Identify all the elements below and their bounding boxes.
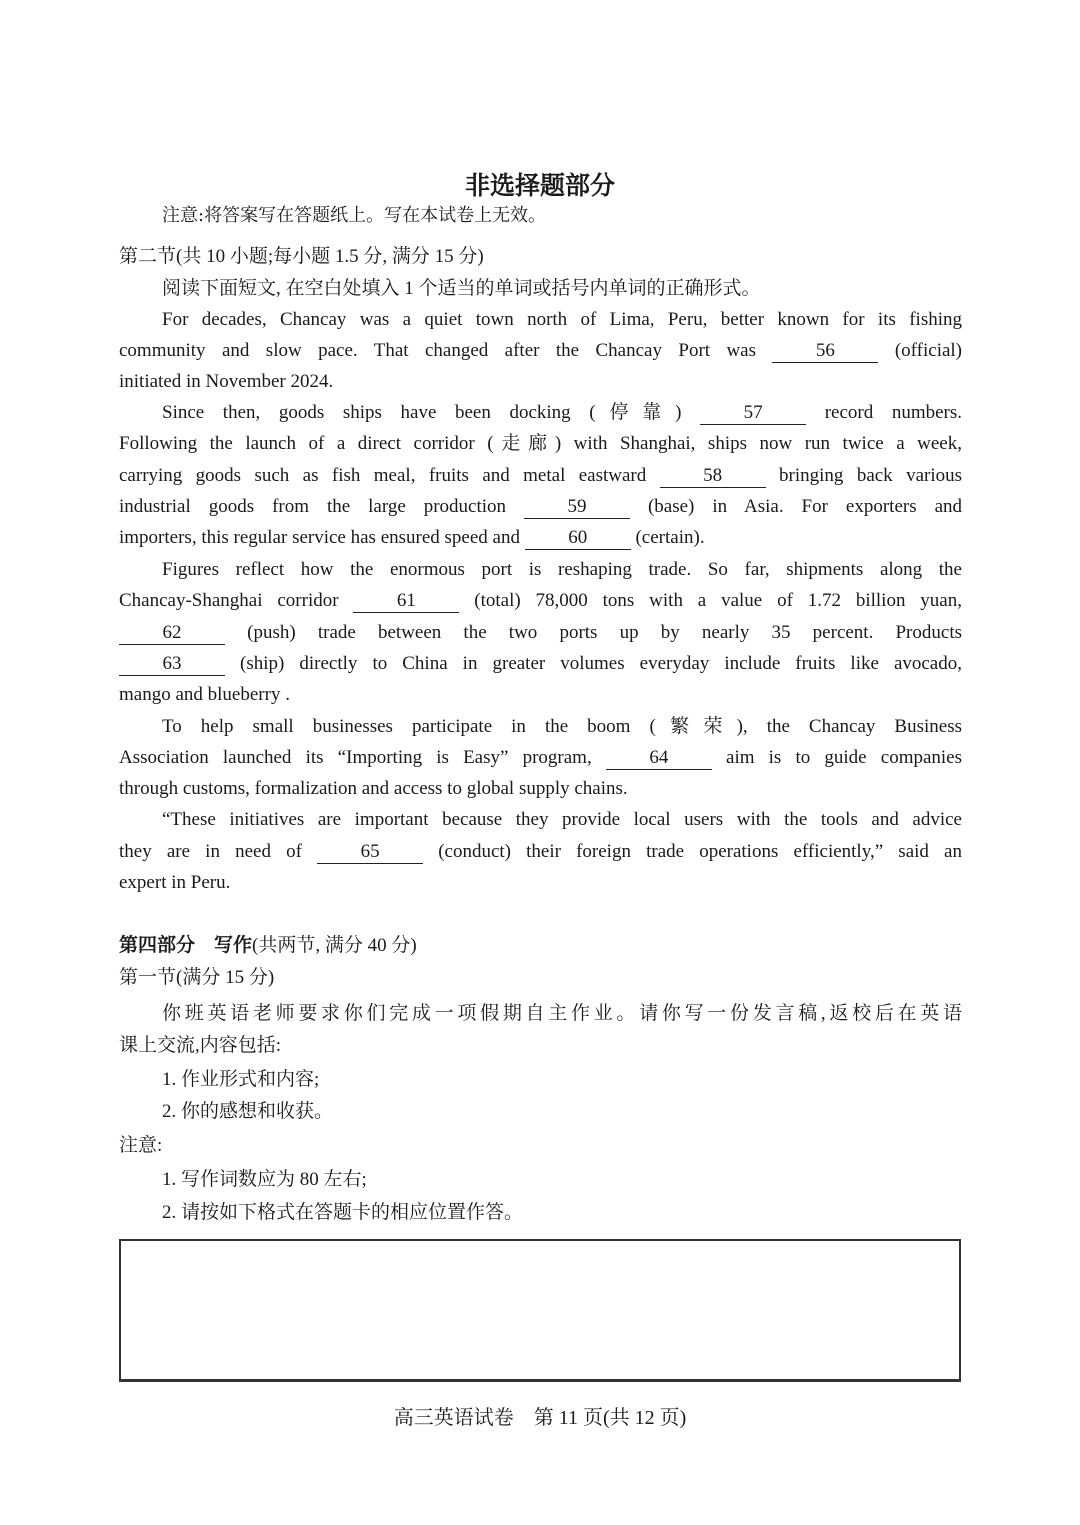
passage-text: (base) in Asia. For exporters and bbox=[647, 496, 962, 517]
part4-subheading: 第一节(满分 15 分) bbox=[119, 967, 275, 988]
passage-text: Chancay-Shanghai corridor bbox=[119, 590, 354, 611]
task-point-2: 2. 你的感想和收获。 bbox=[162, 1101, 334, 1122]
passage-text: community and slow pace. That changed after the Chancay Port was bbox=[119, 340, 773, 361]
passage-line bbox=[119, 775, 962, 803]
answer-blank: 61 bbox=[353, 590, 459, 613]
answer-blank: 58 bbox=[660, 465, 766, 488]
passage-line bbox=[119, 430, 962, 458]
section2-instruction: 阅读下面短文, 在空白处填入 1 个适当的单词或括号内单词的正确形式。 bbox=[162, 278, 761, 299]
page-title: 非选择题部分 bbox=[464, 173, 615, 200]
passage-line bbox=[119, 869, 962, 897]
passage-line bbox=[119, 744, 962, 772]
passage-line bbox=[162, 556, 962, 584]
answer-blank: 65 bbox=[317, 841, 423, 864]
passage-text: (ship) directly to China in greater volumes everyday include fruits like avocado, bbox=[240, 653, 962, 674]
part4-heading bbox=[119, 932, 962, 960]
passage-line bbox=[162, 806, 962, 834]
note-1: 1. 写作词数应为 80 左右; bbox=[162, 1169, 367, 1190]
passage-text: Following the launch of a direct corridor (走廊) with Shanghai, ships now run twice a week, bbox=[119, 433, 962, 454]
passage-line bbox=[119, 650, 962, 678]
task-point-1: 1. 作业形式和内容; bbox=[162, 1069, 320, 1090]
passage-text: initiated in November 2024. bbox=[119, 371, 334, 392]
passage-text: through customs, formalization and access to global supply chains. bbox=[119, 778, 628, 799]
passage-text: (certain). bbox=[635, 527, 705, 548]
answer-blank: 63 bbox=[119, 653, 225, 676]
passage-text: Since then, goods ships have been docking (停靠) bbox=[162, 402, 701, 423]
task-line-1: 你班英语老师要求你们完成一项假期自主作业。请你写一份发言稿,返校后在英语 bbox=[162, 1003, 962, 1024]
passage-line bbox=[119, 337, 962, 365]
passage-line bbox=[119, 462, 962, 490]
passage-text: (official) bbox=[894, 340, 962, 361]
note-2: 2. 请按如下格式在答题卡的相应位置作答。 bbox=[162, 1202, 524, 1223]
passage-text: mango and blueberry . bbox=[119, 684, 290, 705]
answer-format-box bbox=[119, 1239, 961, 1382]
passage-line bbox=[119, 681, 962, 709]
notice-label: 注意: bbox=[119, 1135, 163, 1156]
part4-heading-bold: 第四部分 写作 bbox=[119, 935, 253, 956]
passage-text: importers, this regular service has ensured speed and bbox=[119, 527, 525, 548]
task-line-2: 课上交流,内容包括: bbox=[119, 1035, 282, 1056]
passage-text: Association launched its “Importing is Easy” program, bbox=[119, 747, 606, 768]
answer-blank: 60 bbox=[525, 527, 631, 550]
passage-text: “These initiatives are important because they provide local users with the tools and advice bbox=[162, 809, 962, 830]
passage-text: To help small businesses participate in the boom (繁荣), the Chancay Business bbox=[162, 716, 962, 737]
passage-line bbox=[119, 587, 962, 615]
passage-text: they are in need of bbox=[119, 841, 318, 862]
page-footer: 高三英语试卷 第 11 页(共 12 页) bbox=[393, 1407, 687, 1429]
answer-blank: 59 bbox=[524, 496, 630, 519]
answer-notice: 注意:将答案写在答题纸上。写在本试卷上无效。 bbox=[162, 205, 547, 226]
passage-line bbox=[119, 838, 962, 866]
passage-line bbox=[162, 713, 962, 741]
answer-blank: 57 bbox=[700, 402, 806, 425]
passage-text: carrying goods such as fish meal, fruits and metal eastward bbox=[119, 465, 660, 486]
answer-blank: 62 bbox=[119, 622, 225, 645]
passage-text: For decades, Chancay was a quiet town north of Lima, Peru, better known for its fishing bbox=[162, 309, 962, 330]
passage-line bbox=[119, 619, 962, 647]
passage-line bbox=[119, 493, 962, 521]
passage-text: (total) 78,000 tons with a value of 1.72 billion yuan, bbox=[474, 590, 962, 611]
passage-text: record numbers. bbox=[824, 402, 962, 423]
answer-blank: 64 bbox=[606, 747, 712, 770]
passage-text: aim is to guide companies bbox=[726, 747, 962, 768]
passage-text: (push) trade between the two ports up by nearly 35 percent. Products bbox=[247, 622, 962, 643]
passage-line bbox=[162, 306, 962, 334]
section2-heading: 第二节(共 10 小题;每小题 1.5 分, 满分 15 分) bbox=[119, 246, 484, 267]
passage-line bbox=[119, 368, 962, 396]
answer-blank: 56 bbox=[772, 340, 878, 363]
passage-text: (conduct) their foreign trade operations efficiently,” said an bbox=[438, 841, 962, 862]
passage-text: industrial goods from the large production bbox=[119, 496, 524, 517]
passage-text: expert in Peru. bbox=[119, 872, 231, 893]
passage-text: Figures reflect how the enormous port is reshaping trade. So far, shipments along the bbox=[162, 559, 962, 580]
part4-heading-rest: (共两节, 满分 40 分) bbox=[252, 935, 417, 956]
passage-line bbox=[162, 399, 962, 427]
passage-line bbox=[119, 524, 962, 552]
passage-text: bringing back various bbox=[779, 465, 962, 486]
